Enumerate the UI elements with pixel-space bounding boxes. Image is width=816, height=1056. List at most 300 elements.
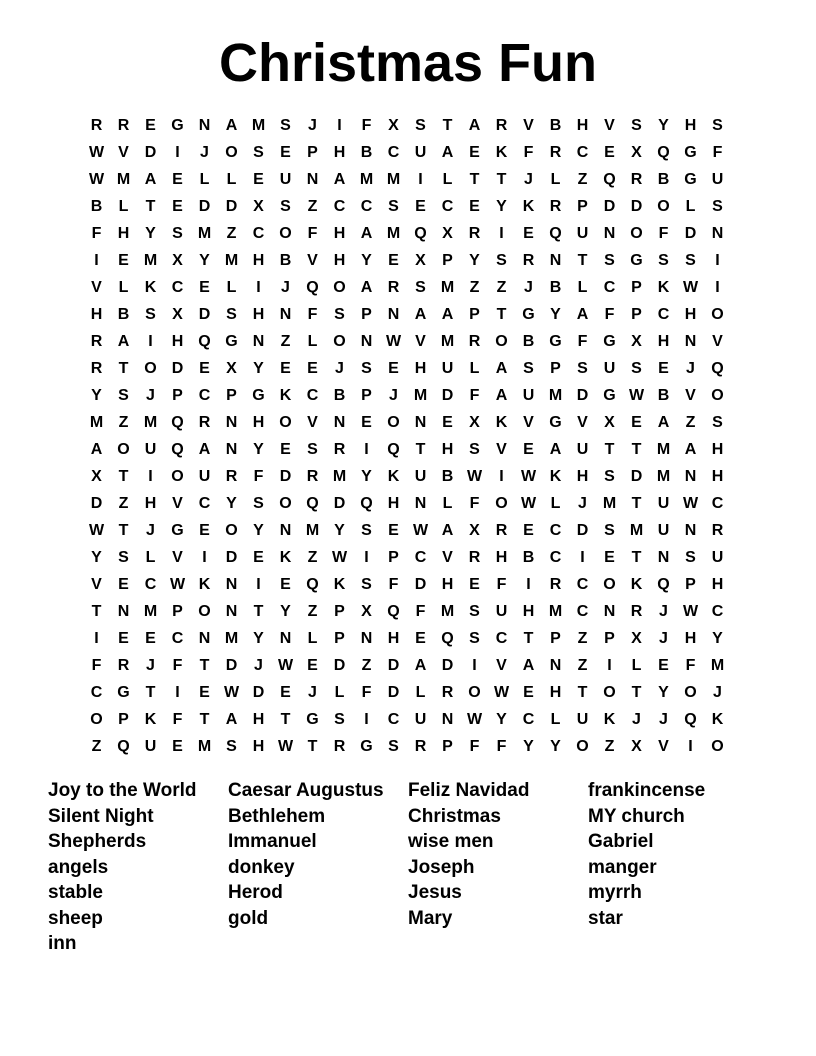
grid-letter: Z	[307, 198, 318, 215]
grid-letter: G	[630, 252, 643, 269]
word-list-item: star	[588, 907, 623, 929]
grid-letter: T	[496, 306, 507, 323]
grid-letter: R	[198, 414, 211, 431]
grid-letter: Q	[198, 333, 211, 350]
word-list-item: wise men	[408, 831, 494, 852]
grid-letter: S	[145, 306, 156, 323]
grid-letter: Q	[117, 738, 130, 755]
grid-letter: O	[630, 225, 643, 242]
grid-letter: T	[253, 603, 264, 620]
grid-letter: F	[253, 468, 264, 485]
grid-letter: A	[414, 657, 427, 674]
grid-letter: U	[198, 468, 211, 485]
grid-letter: E	[199, 684, 210, 701]
grid-letter: S	[307, 441, 318, 458]
grid-letter: E	[523, 684, 534, 701]
grid-letter: T	[631, 441, 642, 458]
grid-letter: V	[496, 441, 507, 458]
grid-letter: G	[171, 522, 184, 539]
grid-letter: M	[440, 603, 455, 620]
grid-letter: C	[711, 603, 724, 620]
grid-letter: G	[117, 684, 130, 701]
grid-letter: M	[143, 252, 158, 269]
grid-letter: S	[172, 225, 183, 242]
word-list-item: Feliz Navidad	[408, 780, 530, 801]
grid-letter: X	[631, 333, 642, 350]
grid-letter: E	[469, 144, 480, 161]
grid-letter: W	[520, 495, 537, 512]
grid-letter: V	[496, 657, 507, 674]
grid-letter: E	[145, 630, 156, 647]
grid-letter: F	[469, 495, 480, 512]
grid-letter: D	[225, 549, 238, 566]
grid-letter: Y	[253, 360, 264, 377]
letter-grid	[83, 112, 731, 760]
grid-letter: Q	[414, 225, 427, 242]
grid-letter: C	[522, 711, 535, 728]
grid-letter: L	[685, 198, 696, 215]
grid-letter: N	[414, 495, 427, 512]
grid-letter: H	[522, 603, 535, 620]
grid-letter: A	[198, 441, 211, 458]
grid-letter: C	[171, 279, 184, 296]
grid-letter: P	[631, 279, 642, 296]
grid-letter: B	[441, 468, 454, 485]
grid-letter: N	[306, 171, 319, 188]
grid-letter: N	[360, 630, 373, 647]
grid-letter: V	[523, 117, 534, 134]
grid-letter: V	[91, 279, 102, 296]
grid-letter: A	[333, 171, 346, 188]
grid-letter: M	[656, 441, 671, 458]
grid-letter: W	[88, 522, 105, 539]
grid-letter: X	[91, 468, 102, 485]
grid-letter: S	[712, 414, 723, 431]
grid-letter: H	[549, 684, 562, 701]
grid-letter: T	[631, 549, 642, 566]
grid-letter: A	[576, 306, 589, 323]
grid-letter: X	[469, 414, 480, 431]
grid-letter: F	[361, 117, 372, 134]
grid-letter: E	[280, 684, 291, 701]
grid-letter: S	[604, 468, 615, 485]
grid-letter: J	[524, 279, 533, 296]
grid-letter: O	[225, 522, 238, 539]
grid-letter: T	[307, 738, 318, 755]
grid-row	[83, 598, 731, 625]
word-list-item: sheep	[48, 907, 103, 929]
grid-letter: P	[118, 711, 129, 728]
grid-letter: F	[658, 225, 669, 242]
grid-letter: X	[388, 117, 399, 134]
grid-letter: L	[631, 657, 642, 674]
grid-letter: O	[279, 225, 292, 242]
grid-letter: S	[388, 738, 399, 755]
grid-letter: P	[550, 360, 561, 377]
grid-letter: N	[117, 603, 130, 620]
grid-letter: A	[360, 225, 373, 242]
grid-letter: Y	[550, 306, 561, 323]
grid-letter: D	[198, 198, 211, 215]
grid-letter: U	[603, 360, 616, 377]
grid-letter: J	[713, 684, 722, 701]
grid-letter: G	[603, 333, 616, 350]
grid-letter: J	[659, 603, 668, 620]
grid-letter: S	[712, 117, 723, 134]
grid-letter: R	[441, 684, 454, 701]
grid-row	[83, 463, 731, 490]
grid-letter: J	[146, 387, 155, 404]
grid-letter: G	[684, 144, 697, 161]
grid-letter: V	[442, 549, 453, 566]
grid-letter: N	[657, 549, 670, 566]
grid-letter: R	[468, 225, 481, 242]
grid-letter: E	[199, 279, 210, 296]
grid-letter: P	[361, 387, 372, 404]
grid-letter: K	[549, 468, 562, 485]
grid-letter: M	[143, 414, 158, 431]
grid-letter: J	[308, 117, 317, 134]
grid-letter: A	[468, 117, 481, 134]
grid-letter: S	[685, 549, 696, 566]
grid-letter: E	[280, 576, 291, 593]
grid-letter: M	[197, 225, 212, 242]
grid-letter: E	[604, 144, 615, 161]
grid-letter: O	[576, 738, 589, 755]
grid-letter: X	[442, 225, 453, 242]
grid-letter: Q	[306, 495, 319, 512]
grid-letter: D	[387, 684, 400, 701]
grid-letter: S	[280, 117, 291, 134]
word-list-item: Jesus	[408, 882, 462, 903]
grid-letter: W	[412, 522, 429, 539]
grid-letter: Q	[171, 441, 184, 458]
grid-letter: Z	[577, 171, 588, 188]
grid-letter: E	[280, 441, 291, 458]
grid-letter: E	[631, 414, 642, 431]
grid-letter: O	[144, 360, 157, 377]
grid-letter: U	[657, 522, 670, 539]
word-column	[588, 778, 768, 957]
grid-letter: E	[172, 198, 183, 215]
grid-letter: Q	[171, 414, 184, 431]
grid-letter: F	[172, 711, 183, 728]
grid-letter: S	[253, 144, 264, 161]
grid-letter: C	[576, 603, 589, 620]
grid-letter: L	[334, 684, 345, 701]
grid-letter: I	[94, 252, 99, 269]
word-list-item: Joy to the World	[48, 780, 197, 801]
grid-letter: N	[684, 468, 697, 485]
grid-letter: Q	[657, 144, 670, 161]
grid-letter: K	[387, 468, 400, 485]
grid-letter: Z	[307, 603, 318, 620]
grid-letter: C	[333, 198, 346, 215]
grid-letter: D	[441, 387, 454, 404]
grid-letter: W	[277, 738, 294, 755]
grid-letter: D	[576, 522, 589, 539]
grid-letter: T	[145, 198, 156, 215]
grid-letter: X	[253, 198, 264, 215]
grid-letter: R	[90, 360, 103, 377]
grid-letter: K	[279, 387, 292, 404]
grid-letter: V	[172, 495, 183, 512]
grid-letter: A	[225, 117, 238, 134]
grid-row	[83, 652, 731, 679]
grid-letter: P	[685, 576, 696, 593]
grid-letter: I	[148, 333, 153, 350]
grid-letter: E	[199, 522, 210, 539]
grid-letter: T	[523, 630, 534, 647]
grid-letter: F	[91, 225, 102, 242]
grid-letter: K	[657, 279, 670, 296]
grid-letter: A	[522, 657, 535, 674]
grid-letter: B	[549, 117, 562, 134]
grid-letter: E	[172, 738, 183, 755]
grid-letter: M	[386, 225, 401, 242]
grid-letter: X	[631, 738, 642, 755]
grid-letter: E	[172, 171, 183, 188]
grid-letter: K	[144, 711, 157, 728]
grid-letter: O	[171, 468, 184, 485]
grid-letter: F	[496, 738, 507, 755]
grid-letter: Y	[361, 468, 372, 485]
grid-letter: H	[252, 414, 265, 431]
grid-letter: O	[90, 711, 103, 728]
grid-letter: S	[469, 603, 480, 620]
grid-letter: W	[169, 576, 186, 593]
grid-letter: D	[603, 198, 616, 215]
grid-letter: K	[495, 414, 508, 431]
grid-letter: O	[279, 414, 292, 431]
grid-letter: H	[684, 630, 697, 647]
word-list-item: Shepherds	[48, 831, 147, 852]
grid-letter: U	[522, 387, 535, 404]
grid-letter: R	[90, 117, 103, 134]
grid-letter: A	[441, 144, 454, 161]
grid-letter: S	[712, 198, 723, 215]
grid-letter: C	[360, 198, 373, 215]
grid-letter: S	[685, 252, 696, 269]
grid-letter: A	[684, 441, 697, 458]
grid-letter: U	[576, 225, 589, 242]
grid-letter: E	[280, 360, 291, 377]
grid-letter: N	[684, 522, 697, 539]
grid-letter: D	[333, 657, 346, 674]
grid-letter: X	[226, 360, 237, 377]
grid-letter: Q	[360, 495, 373, 512]
grid-row	[83, 328, 731, 355]
grid-letter: Y	[361, 252, 372, 269]
grid-letter: W	[277, 657, 294, 674]
grid-letter: Y	[334, 522, 345, 539]
grid-letter: R	[495, 117, 508, 134]
grid-letter: O	[468, 684, 481, 701]
grid-letter: D	[225, 198, 238, 215]
grid-letter: V	[685, 387, 696, 404]
word-list-item: Immanuel	[228, 831, 317, 852]
grid-letter: H	[252, 252, 265, 269]
grid-letter: N	[684, 333, 697, 350]
grid-letter: T	[415, 441, 426, 458]
grid-letter: C	[549, 549, 562, 566]
grid-letter: Y	[658, 684, 669, 701]
word-list-item: gold	[228, 907, 269, 929]
grid-letter: P	[334, 630, 345, 647]
grid-letter: R	[522, 252, 535, 269]
grid-letter: F	[91, 657, 102, 674]
grid-letter: G	[603, 387, 616, 404]
grid-letter: R	[630, 171, 643, 188]
grid-letter: A	[441, 306, 454, 323]
grid-letter: D	[279, 468, 292, 485]
grid-letter: S	[388, 198, 399, 215]
grid-letter: I	[256, 279, 261, 296]
grid-letter: A	[495, 360, 508, 377]
grid-letter: E	[388, 252, 399, 269]
grid-letter: I	[418, 171, 423, 188]
grid-letter: R	[333, 738, 346, 755]
grid-letter: C	[603, 279, 616, 296]
grid-row	[83, 625, 731, 652]
grid-letter: N	[225, 441, 238, 458]
word-list-item: Silent Night	[48, 805, 154, 827]
grid-letter: Y	[280, 603, 291, 620]
grid-letter: U	[414, 144, 427, 161]
grid-letter: I	[499, 468, 504, 485]
grid-letter: C	[387, 711, 400, 728]
grid-row	[83, 679, 731, 706]
grid-letter: R	[549, 144, 562, 161]
grid-letter: D	[441, 657, 454, 674]
grid-letter: Y	[658, 117, 669, 134]
grid-letter: F	[172, 657, 183, 674]
grid-letter: I	[472, 657, 477, 674]
grid-letter: F	[388, 576, 399, 593]
grid-letter: M	[359, 171, 374, 188]
grid-letter: A	[657, 414, 670, 431]
grid-letter: B	[522, 549, 535, 566]
grid-letter: U	[657, 495, 670, 512]
grid-letter: I	[256, 576, 261, 593]
grid-letter: E	[118, 630, 129, 647]
grid-letter: N	[198, 117, 211, 134]
grid-letter: N	[441, 711, 454, 728]
grid-letter: H	[576, 117, 589, 134]
grid-letter: F	[307, 306, 318, 323]
grid-letter: Z	[604, 738, 615, 755]
grid-letter: L	[550, 711, 561, 728]
grid-letter: I	[202, 549, 207, 566]
grid-letter: W	[682, 495, 699, 512]
grid-letter: F	[469, 738, 480, 755]
grid-letter: I	[688, 738, 693, 755]
grid-letter: E	[658, 657, 669, 674]
grid-letter: V	[712, 333, 723, 350]
grid-letter: H	[684, 117, 697, 134]
grid-letter: G	[549, 333, 562, 350]
grid-letter: L	[226, 279, 237, 296]
grid-letter: T	[577, 684, 588, 701]
grid-letter: X	[604, 414, 615, 431]
grid-letter: Y	[91, 549, 102, 566]
grid-letter: L	[118, 279, 129, 296]
grid-letter: H	[387, 630, 400, 647]
grid-letter: E	[253, 549, 264, 566]
grid-letter: S	[658, 252, 669, 269]
grid-row	[83, 220, 731, 247]
grid-letter: A	[495, 387, 508, 404]
grid-letter: I	[175, 144, 180, 161]
grid-letter: M	[440, 333, 455, 350]
word-list-item: angels	[48, 856, 109, 878]
grid-letter: G	[306, 711, 319, 728]
grid-letter: K	[144, 279, 157, 296]
grid-letter: O	[333, 333, 346, 350]
grid-letter: C	[657, 306, 670, 323]
grid-letter: O	[603, 576, 616, 593]
grid-letter: B	[90, 198, 103, 215]
grid-letter: W	[223, 684, 240, 701]
grid-letter: Z	[307, 549, 318, 566]
grid-letter: P	[442, 738, 453, 755]
grid-letter: C	[414, 549, 427, 566]
grid-letter: H	[333, 225, 346, 242]
grid-row	[83, 166, 731, 193]
grid-letter: Q	[387, 603, 400, 620]
grid-letter: Z	[577, 630, 588, 647]
grid-letter: E	[145, 117, 156, 134]
grid-letter: S	[361, 360, 372, 377]
grid-letter: K	[522, 198, 535, 215]
grid-letter: S	[604, 252, 615, 269]
grid-letter: Y	[550, 738, 561, 755]
word-column	[48, 778, 228, 957]
grid-letter: V	[307, 414, 318, 431]
grid-letter: S	[469, 441, 480, 458]
grid-letter: U	[441, 360, 454, 377]
grid-letter: Z	[226, 225, 237, 242]
grid-letter: C	[198, 387, 211, 404]
grid-letter: B	[657, 171, 670, 188]
grid-letter: V	[91, 576, 102, 593]
grid-letter: S	[253, 495, 264, 512]
grid-letter: L	[577, 279, 588, 296]
grid-letter: Y	[253, 630, 264, 647]
grid-letter: Z	[118, 414, 129, 431]
grid-letter: J	[659, 630, 668, 647]
word-list-item: Christmas	[408, 805, 501, 827]
grid-letter: F	[415, 603, 426, 620]
grid-letter: N	[279, 522, 292, 539]
grid-letter: B	[117, 306, 130, 323]
grid-letter: D	[198, 306, 211, 323]
grid-letter: X	[415, 252, 426, 269]
grid-letter: D	[225, 657, 238, 674]
grid-letter: B	[549, 279, 562, 296]
grid-letter: D	[90, 495, 103, 512]
grid-letter: R	[333, 441, 346, 458]
grid-letter: C	[495, 630, 508, 647]
grid-letter: L	[469, 360, 480, 377]
grid-letter: P	[307, 144, 318, 161]
grid-letter: Z	[577, 657, 588, 674]
grid-letter: H	[711, 441, 724, 458]
grid-letter: K	[198, 576, 211, 593]
grid-letter: H	[252, 711, 265, 728]
grid-letter: U	[414, 711, 427, 728]
grid-letter: S	[415, 279, 426, 296]
